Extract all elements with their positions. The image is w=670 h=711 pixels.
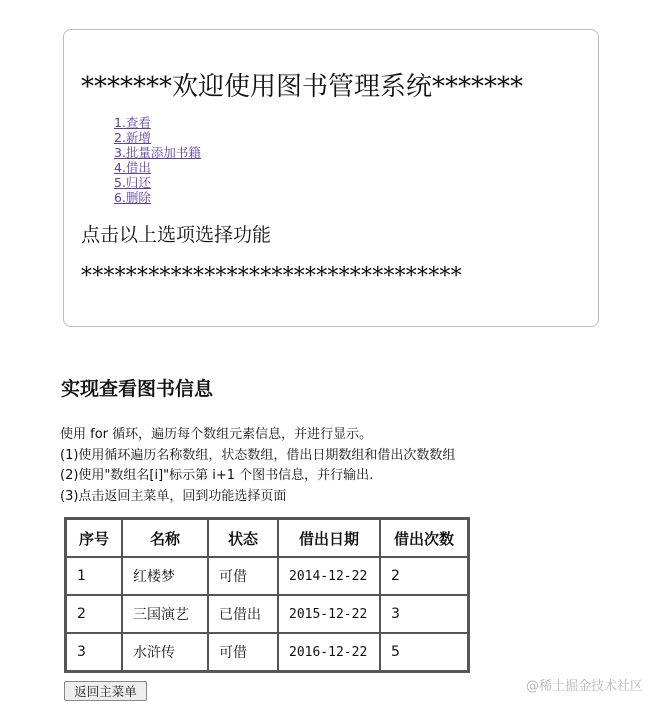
header-lend-date: 借出日期: [278, 519, 380, 557]
menu-link-return[interactable]: 5.归还: [114, 175, 151, 190]
cell-index: 1: [66, 557, 122, 595]
cell-lend-count: 5: [380, 633, 468, 671]
cell-lend-date: 2016-12-22: [278, 633, 380, 671]
table-header-row: [66, 519, 468, 557]
cell-status: 已借出: [208, 595, 278, 633]
section-title: 实现查看图书信息: [61, 378, 214, 400]
header-index: 序号: [66, 519, 122, 557]
cell-status: 可借: [208, 557, 278, 595]
cell-status: 可借: [208, 633, 278, 671]
menu-hint: 点击以上选项选择功能: [81, 224, 272, 246]
cell-index: 3: [66, 633, 122, 671]
menu-panel: [63, 29, 599, 327]
menu-item-batch-add: [114, 145, 201, 160]
menu-item-delete: [114, 190, 201, 205]
header-name: 名称: [122, 519, 208, 557]
menu-item-return: [114, 175, 201, 190]
menu-link-batch-add[interactable]: 3.批量添加书籍: [114, 145, 201, 160]
menu-link-lend[interactable]: 4.借出: [114, 160, 151, 175]
menu-link-view[interactable]: 1.查看: [114, 115, 151, 130]
cell-name: 水浒传: [122, 633, 208, 671]
menu-item-add: [114, 130, 201, 145]
menu-list: [114, 115, 201, 205]
description-line: (2)使用"数组名[i]"标示第 i+1 个图书信息，并行输出.: [60, 468, 374, 483]
description-line: 使用 for 循环，遍历每个数组元素信息，并进行显示。: [60, 427, 373, 442]
books-table: [64, 517, 470, 673]
description-line: (1)使用循环遍历名称数组，状态数组，借出日期数组和借出次数数组: [60, 447, 456, 463]
menu-link-delete[interactable]: 6.删除: [114, 190, 151, 205]
table-row: [66, 633, 468, 671]
description-line: (3)点击返回主菜单，回到功能选择页面: [60, 488, 287, 504]
cell-name: 三国演艺: [122, 595, 208, 633]
cell-name: 红楼梦: [122, 557, 208, 595]
menu-title: *******欢迎使用图书管理系统*******: [81, 72, 524, 102]
header-lend-count: 借出次数: [380, 519, 468, 557]
menu-stars-divider: **********************************: [81, 264, 462, 289]
menu-item-lend: [114, 160, 201, 175]
table-row: [66, 595, 468, 633]
header-status: 状态: [208, 519, 278, 557]
cell-index: 2: [66, 595, 122, 633]
watermark: @稀土掘金技术社区: [526, 679, 644, 694]
cell-lend-date: 2014-12-22: [278, 557, 380, 595]
cell-lend-count: 2: [380, 557, 468, 595]
menu-link-add[interactable]: 2.新增: [114, 130, 151, 145]
table-row: [66, 557, 468, 595]
cell-lend-count: 3: [380, 595, 468, 633]
cell-lend-date: 2015-12-22: [278, 595, 380, 633]
description: [60, 425, 455, 507]
menu-item-view: [114, 115, 201, 130]
back-to-main-menu-button[interactable]: 返回主菜单: [64, 681, 147, 701]
